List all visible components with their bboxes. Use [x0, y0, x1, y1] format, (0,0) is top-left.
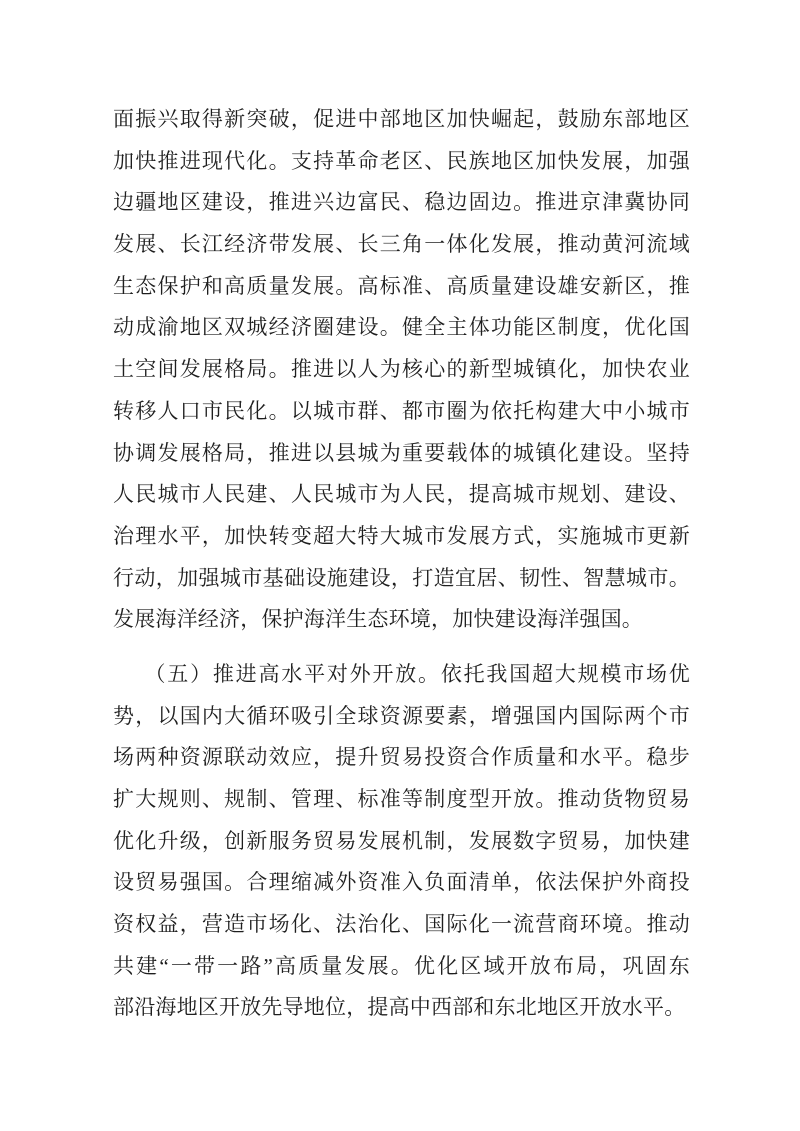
text-line: 优化升级，创新服务贸易发展机制，发展数字贸易，加快建	[113, 828, 690, 853]
text-line: 面振兴取得新突破，促进中部地区加快崛起，鼓励东部地区	[113, 107, 690, 131]
text-line: 势，以国内大循环吸引全球资源要素，增强国内国际两个市	[113, 703, 690, 728]
text-line: 协调发展格局，推进以县城为重要载体的城镇化建设。坚持	[113, 440, 690, 465]
text-line: 边疆地区建设，推进兴边富民、稳边固边。推进京津冀协同	[113, 190, 690, 215]
text-line: 治理水平，加快转变超大特大城市发展方式，实施城市更新	[113, 523, 690, 548]
text-line: 场两种资源联动效应，提升贸易投资合作质量和水平。稳步	[113, 745, 690, 770]
text-line: 扩大规则、规制、管理、标准等制度型开放。推动货物贸易	[113, 787, 690, 811]
text-line: 资权益，营造市场化、法治化、国际化一流营商环境。推动	[113, 912, 690, 937]
text-line: 共建“一带一路”高质量发展。优化区域开放布局，巩固东	[113, 953, 690, 978]
text-line: 转移人口市民化。以城市群、都市圈为依托构建大中小城市	[113, 398, 690, 423]
text-line: （五）推进高水平对外开放。依托我国超大规模市场优	[144, 661, 690, 686]
paragraph-regional-coordinated-development	[113, 99, 690, 641]
text-line: 土空间发展格局。推进以人为核心的新型城镇化，加快农业	[113, 357, 690, 382]
text-line: 部沿海地区开放先导地位，提高中西部和东北地区开放水平。	[113, 995, 686, 1020]
text-line: 行动，加强城市基础设施建设，打造宜居、韧性、智慧城市。	[113, 565, 690, 590]
text-line: 人民城市人民建、人民城市为人民，提高城市规划、建设、	[113, 482, 690, 507]
text-line: 动成渝地区双城经济圈建设。健全主体功能区制度，优化国	[113, 315, 690, 340]
text-line: 加快推进现代化。支持革命老区、民族地区加快发展，加强	[113, 148, 690, 173]
text-line: 发展、长江经济带发展、长三角一体化发展，推动黄河流域	[113, 232, 690, 257]
text-line: 生态保护和高质量发展。高标准、高质量建设雄安新区，推	[113, 273, 690, 298]
document-body	[113, 99, 690, 1029]
text-line: 发展海洋经济，保护海洋生态环境，加快建设海洋强国。	[113, 607, 643, 632]
text-line: 设贸易强国。合理缩减外资准入负面清单，依法保护外商投	[113, 870, 690, 895]
paragraph-high-level-opening-up	[113, 654, 690, 1029]
